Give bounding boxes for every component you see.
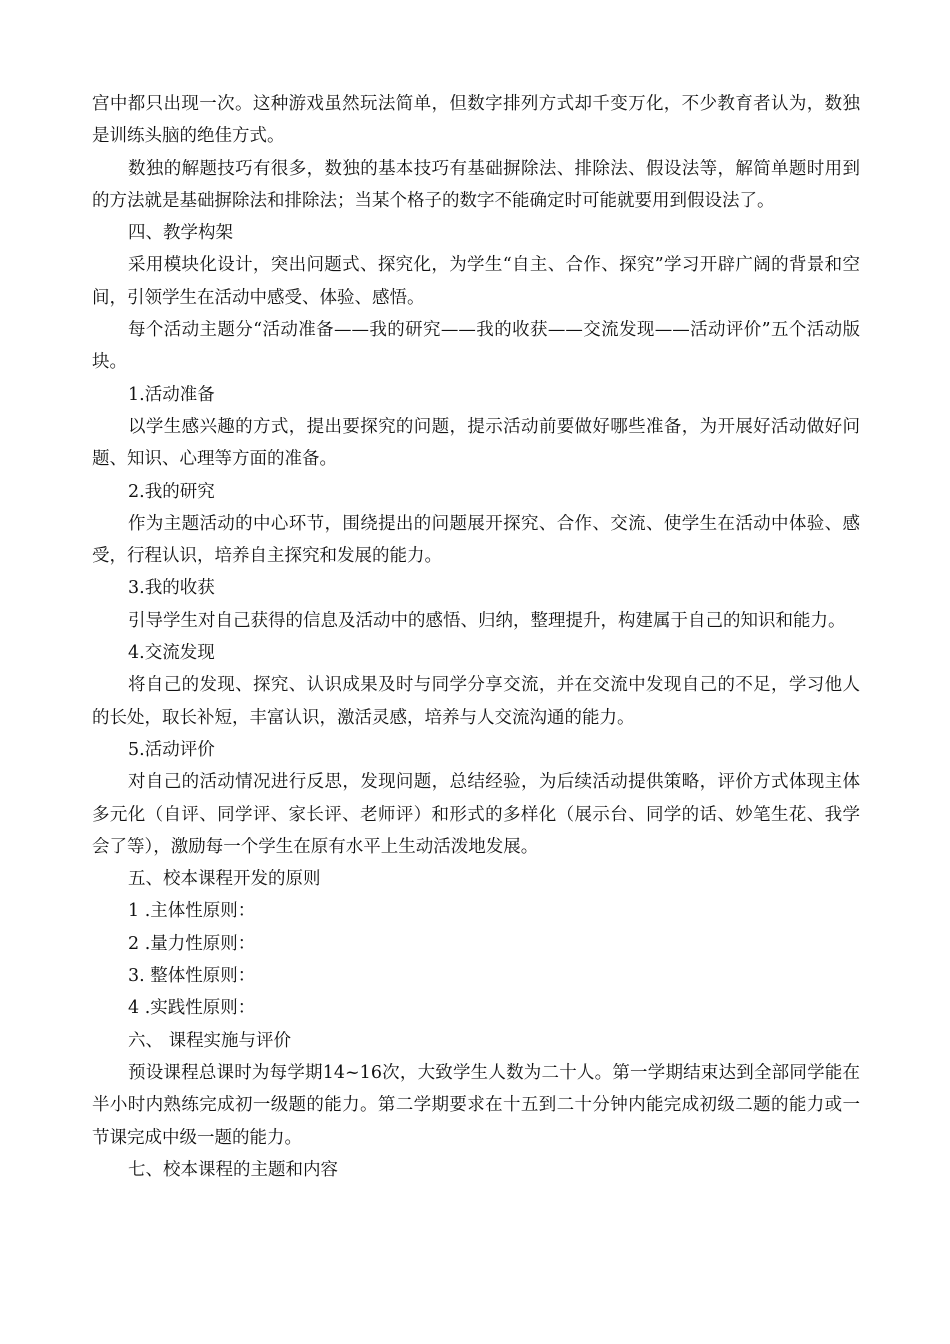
- paragraph-continuation: 宫中都只出现一次。这种游戏虽然玩法简单，但数字排列方式却千变万化，不少教育者认为，数独是训练头脑的绝佳方式。: [92, 94, 860, 147]
- heading-development-principles: 五、校本课程开发的原则: [128, 869, 321, 890]
- paragraph-my-gains: 引导学生对自己获得的信息及活动中的感悟、归纳，整理提升，构建属于自己的知识和能力。: [128, 610, 846, 631]
- heading-my-research: 2.我的研究: [128, 481, 215, 502]
- list-item-principle-3: 3. 整体性原则：: [128, 966, 256, 987]
- heading-activity-prep: 1.活动准备: [128, 384, 215, 405]
- paragraph-exchange-discovery: 将自己的发现、探究、认识成果及时与同学分享交流，并在交流中发现自己的不足，学习他人的长处，取长补短，丰富认识，激活灵感，培养与人交流沟通的能力。: [92, 675, 860, 728]
- list-item-principle-1: 1 .主体性原则：: [128, 901, 256, 922]
- paragraph-course-schedule: 预设课程总课时为每学期14~16次，大致学生人数为二十人。第一学期结束达到全部同学能在半小时内熟练完成初一级题的能力。第二学期要求在十五到二十分钟内能完成初级二题的能力或一节课完成中级一题的能力。: [92, 1062, 860, 1148]
- heading-activity-evaluation: 5.活动评价: [128, 739, 215, 760]
- document-page: [92, 88, 860, 1186]
- paragraph-solving-techniques: 数独的解题技巧有很多，数独的基本技巧有基础摒除法、排除法、假设法等，解简单题时用到的方法就是基础摒除法和排除法；当某个格子的数字不能确定时可能就要用到假设法了。: [92, 158, 860, 211]
- heading-teaching-framework: 四、教学构架: [128, 223, 233, 244]
- paragraph-activity-modules: 每个活动主题分“活动准备——我的研究——我的收获——交流发现——活动评价”五个活动版块。: [92, 320, 861, 373]
- list-item-principle-4: 4 .实践性原则：: [128, 998, 256, 1019]
- heading-implementation-evaluation: 六、 课程实施与评价: [128, 1030, 292, 1051]
- list-item-principle-2: 2 .量力性原则：: [128, 933, 256, 954]
- paragraph-my-research: 作为主题活动的中心环节，围绕提出的问题展开探究、合作、交流、使学生在活动中体验、感受，行程认识，培养自主探究和发展的能力。: [92, 513, 860, 567]
- paragraph-activity-prep: 以学生感兴趣的方式，提出要探究的问题，提示活动前要做好哪些准备，为开展好活动做好问题、知识、心理等方面的准备。: [92, 416, 860, 470]
- paragraph-modular-design: 采用模块化设计，突出问题式、探究化，为学生“自主、合作、探究”学习开辟广阔的背景和空间，引领学生在活动中感受、体验、感悟。: [92, 255, 860, 308]
- paragraph-activity-evaluation: 对自己的活动情况进行反思，发现问题，总结经验，为后续活动提供策略，评价方式体现主体多元化（自评、同学评、家长评、老师评）和形式的多样化（展示台、同学的话、妙笔生花、我学会了等），激励每一个学生在原有水平上生动活泼地发展。: [92, 772, 860, 857]
- heading-exchange-discovery: 4.交流发现: [128, 643, 215, 664]
- heading-course-themes: 七、校本课程的主题和内容: [128, 1159, 338, 1180]
- heading-my-gains: 3.我的收获: [128, 578, 215, 599]
